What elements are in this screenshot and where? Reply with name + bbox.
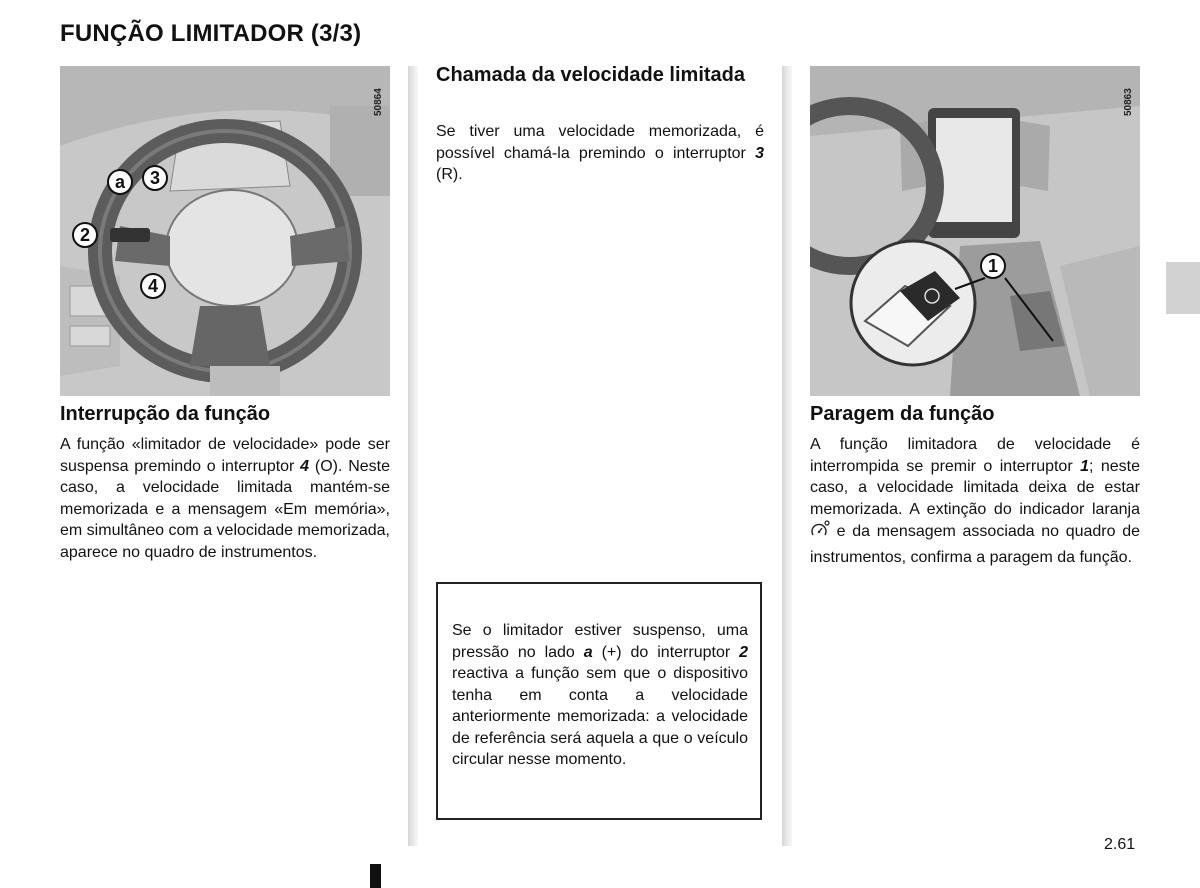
center-console-photo — [810, 66, 1140, 396]
paragraph-recall: Se tiver uma velocidade memorizada, é possível chamá-la premindo o interruptor 3 (R). — [436, 123, 764, 183]
section-heading-stop: Paragem da função — [810, 403, 995, 425]
speed-limiter-icon — [810, 520, 830, 547]
note-box — [436, 582, 762, 820]
column-separator — [782, 66, 792, 846]
steering-wheel-photo — [60, 66, 390, 396]
page-marker — [370, 864, 381, 888]
column-separator — [408, 66, 418, 846]
callout-1: 1 — [980, 253, 1006, 279]
chapter-tab — [1166, 262, 1200, 314]
image-code: 50863 — [1123, 88, 1134, 116]
callout-3: 3 — [142, 165, 168, 191]
callout-4: 4 — [140, 273, 166, 299]
image-code: 50864 — [373, 88, 384, 116]
note-text: Se o limitador estiver suspenso, uma pressão no lado a (+) do interruptor 2 reactiva a função sem que o dispositivo tenha em conta a velocidade anteriormente memorizada: a velocidade de referência será aquela a que o veículo circular nesse momento. — [452, 622, 749, 768]
callout-a: a — [107, 169, 133, 195]
section-heading-interruption: Interrupção da função — [60, 403, 271, 425]
paragraph-stop: A função limitadora de velocidade é interrompida se premir o interruptor 1; neste caso, a velocidade limitada deixa de estar memorizada. A extinção do indicador laranja e da mensagem associada no quadro de instrumentos, confirma a paragem da função. — [810, 436, 1141, 566]
paragraph-interruption: A função «limitador de velocidade» pode ser suspensa premindo o interruptor 4 (O). Neste caso, a velocidade limitada mantém-se memorizada e a mensagem «Em memória», em simultâneo com a velocidade memorizada, aparece no quadro de instrumentos. — [60, 436, 390, 561]
page-number: 2.61 — [1104, 836, 1136, 853]
callout-2: 2 — [72, 222, 98, 248]
section-heading-recall: Chamada da velocidade limitada — [436, 64, 745, 86]
page-title: FUNÇÃO LIMITADOR (3/3) — [60, 20, 362, 47]
